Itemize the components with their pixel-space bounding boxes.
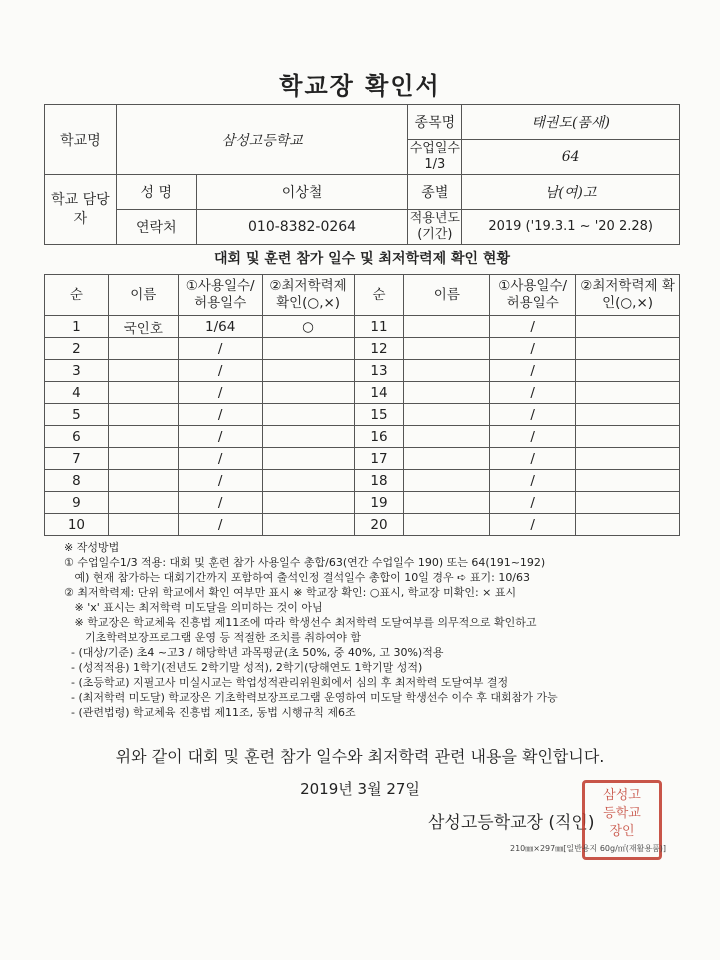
cell-no2: 12	[354, 338, 404, 360]
cell-days: 1/64	[178, 316, 262, 338]
cell-days: /	[178, 382, 262, 404]
cell-check2	[576, 404, 680, 426]
cell-name2	[404, 514, 490, 536]
school-name-label: 학교명	[45, 105, 117, 175]
document-title: 학교장 확인서	[279, 72, 441, 100]
cell-name2	[404, 492, 490, 514]
cell-days: /	[178, 360, 262, 382]
cell-check2	[576, 448, 680, 470]
note-line: ※ 작성방법	[64, 541, 120, 554]
note-line: - (관련법령) 학교체육 진흥법 제11조, 동법 시행규칙 제6조	[64, 706, 356, 719]
cell-name: 국인호	[108, 316, 178, 338]
cell-days2: /	[490, 492, 576, 514]
cell-no2: 13	[354, 360, 404, 382]
category-label: 종별	[408, 175, 462, 210]
event-label: 종목명	[408, 105, 462, 140]
table-header: ②최저학력제 확인(○,×)	[262, 275, 354, 316]
cell-no: 4	[45, 382, 109, 404]
cell-days2: /	[490, 426, 576, 448]
cell-days: /	[178, 470, 262, 492]
note-line: - (성적적용) 1학기(전년도 2학기말 성적), 2학기(당해연도 1학기말 성적)	[64, 661, 423, 674]
cell-name2	[404, 426, 490, 448]
note-line: 기초학력보장프로그램 운영 등 적절한 조치를 취하여야 함	[64, 631, 361, 644]
cell-name2	[404, 404, 490, 426]
category-value: 남(여)고	[462, 175, 680, 210]
cell-check	[262, 360, 354, 382]
cell-no2: 19	[354, 492, 404, 514]
cell-name	[108, 470, 178, 492]
cell-check	[262, 404, 354, 426]
table-header: ①사용일수/ 허용일수	[490, 275, 576, 316]
cell-no2: 15	[354, 404, 404, 426]
cell-days: /	[178, 338, 262, 360]
cell-no: 7	[45, 448, 109, 470]
cell-check2	[576, 316, 680, 338]
cell-days: /	[178, 404, 262, 426]
cell-check2	[576, 382, 680, 404]
cell-check	[262, 492, 354, 514]
cell-name2	[404, 338, 490, 360]
cell-no: 5	[45, 404, 109, 426]
cell-name	[108, 492, 178, 514]
cell-no: 2	[45, 338, 109, 360]
contact-value: 010-8382-0264	[196, 210, 408, 245]
cell-no2: 20	[354, 514, 404, 536]
cell-no: 1	[45, 316, 109, 338]
principal-signature: 삼성고등학교장 (직인)	[428, 813, 595, 833]
cell-no: 8	[45, 470, 109, 492]
table-row	[45, 316, 680, 338]
table-header: 순	[45, 275, 109, 316]
class-days-value: 64	[462, 140, 680, 175]
note-line: ※ 'x' 표시는 최저학력 미도달을 의미하는 것이 아님	[64, 601, 323, 614]
apply-year-label: 적용년도 (기간)	[408, 210, 462, 245]
cell-check2	[576, 470, 680, 492]
cell-no: 6	[45, 426, 109, 448]
note-line: ※ 학교장은 학교체육 진흥법 제11조에 따라 학생선수 최저학력 도달여부를 의무적으로 확인하고	[64, 616, 537, 629]
cell-check	[262, 338, 354, 360]
table-row	[45, 492, 680, 514]
cell-no: 9	[45, 492, 109, 514]
cell-days: /	[178, 426, 262, 448]
cell-no: 10	[45, 514, 109, 536]
table-row	[45, 404, 680, 426]
cell-days2: /	[490, 448, 576, 470]
table-header: ①사용일수/ 허용일수	[178, 275, 262, 316]
cell-check: ○	[262, 316, 354, 338]
confirmation-statement: 위와 같이 대회 및 훈련 참가 일수와 최저학력 관련 내용을 확인합니다.	[115, 747, 605, 766]
cell-name	[108, 338, 178, 360]
cell-no2: 18	[354, 470, 404, 492]
table-row	[45, 360, 680, 382]
cell-check2	[576, 338, 680, 360]
note-line: - (대상/기준) 초4 ~고3 / 해당학년 과목평균(초 50%, 중 40%, 고 30%)적용	[64, 646, 444, 659]
cell-name	[108, 448, 178, 470]
class-days-label: 수업일수 1/3	[408, 140, 462, 175]
cell-check2	[576, 514, 680, 536]
note-line: ① 수업일수1/3 적용: 대회 및 훈련 참가 사용일수 총합/63(연간 수업일수 190) 또는 64(191~192)	[64, 556, 546, 569]
cell-days2: /	[490, 382, 576, 404]
cell-check	[262, 426, 354, 448]
cell-name	[108, 382, 178, 404]
apply-year-value: 2019 ('19.3.1 ~ '20 2.28)	[462, 210, 680, 245]
cell-name2	[404, 316, 490, 338]
note-line: - (초등학교) 지필고사 미실시교는 학업성적관리위원회에서 심의 후 최저학력 도달여부 결정	[64, 676, 509, 689]
event-value: 태권도(품새)	[462, 105, 680, 140]
cell-days2: /	[490, 360, 576, 382]
cell-name	[108, 360, 178, 382]
cell-check	[262, 382, 354, 404]
notes-section	[64, 540, 684, 720]
cell-no2: 17	[354, 448, 404, 470]
contact-label: 연락처	[116, 210, 196, 245]
table-row	[45, 514, 680, 536]
cell-days2: /	[490, 514, 576, 536]
paper-size-footer: 210㎜×297㎜[일반용지 60g/㎡(재활용품)]	[510, 844, 667, 853]
cell-name2	[404, 360, 490, 382]
cell-days: /	[178, 492, 262, 514]
cell-check2	[576, 360, 680, 382]
staff-label: 학교 담당자	[45, 175, 117, 245]
name-value: 이상철	[196, 175, 408, 210]
cell-name	[108, 426, 178, 448]
cell-days2: /	[490, 316, 576, 338]
name-label: 성 명	[116, 175, 196, 210]
cell-name	[108, 404, 178, 426]
table-row	[45, 338, 680, 360]
cell-days: /	[178, 448, 262, 470]
table-header: 이름	[404, 275, 490, 316]
cell-days2: /	[490, 404, 576, 426]
table-header: 이름	[108, 275, 178, 316]
cell-no2: 16	[354, 426, 404, 448]
cell-days2: /	[490, 470, 576, 492]
cell-no: 3	[45, 360, 109, 382]
issue-date: 2019년 3월 27일	[300, 780, 420, 798]
table-row	[45, 382, 680, 404]
table-row	[45, 470, 680, 492]
table-row	[45, 426, 680, 448]
official-seal: 삼성고 등학교 장인	[582, 780, 662, 860]
cell-days: /	[178, 514, 262, 536]
cell-name2	[404, 382, 490, 404]
note-line: 예) 현재 참가하는 대회기간까지 포함하여 출석인정 결석일수 총합이 10일 경우 ➪ 표기: 10/63	[64, 571, 531, 584]
cell-check2	[576, 426, 680, 448]
participation-subtitle: 대회 및 훈련 참가 일수 및 최저학력제 확인 현황	[214, 251, 510, 267]
cell-check2	[576, 492, 680, 514]
table-header: ②최저학력제 확인(○,×)	[576, 275, 680, 316]
note-line: ② 최저학력제: 단위 학교에서 확인 여부만 표시 ※ 학교장 확인: ○표시, 학교장 미확인: × 표시	[64, 586, 517, 599]
school-name-value: 삼성고등학교	[116, 105, 408, 175]
cell-no2: 11	[354, 316, 404, 338]
table-header: 순	[354, 275, 404, 316]
school-info-table	[44, 104, 680, 245]
cell-no2: 14	[354, 382, 404, 404]
cell-name2	[404, 470, 490, 492]
participation-table	[44, 274, 680, 536]
cell-check	[262, 470, 354, 492]
cell-check	[262, 514, 354, 536]
cell-check	[262, 448, 354, 470]
cell-days2: /	[490, 338, 576, 360]
table-row	[45, 448, 680, 470]
cell-name2	[404, 448, 490, 470]
cell-name	[108, 514, 178, 536]
note-line: - (최저학력 미도달) 학교장은 기초학력보장프로그램 운영하여 미도달 학생선수 이수 후 대회참가 가능	[64, 691, 558, 704]
